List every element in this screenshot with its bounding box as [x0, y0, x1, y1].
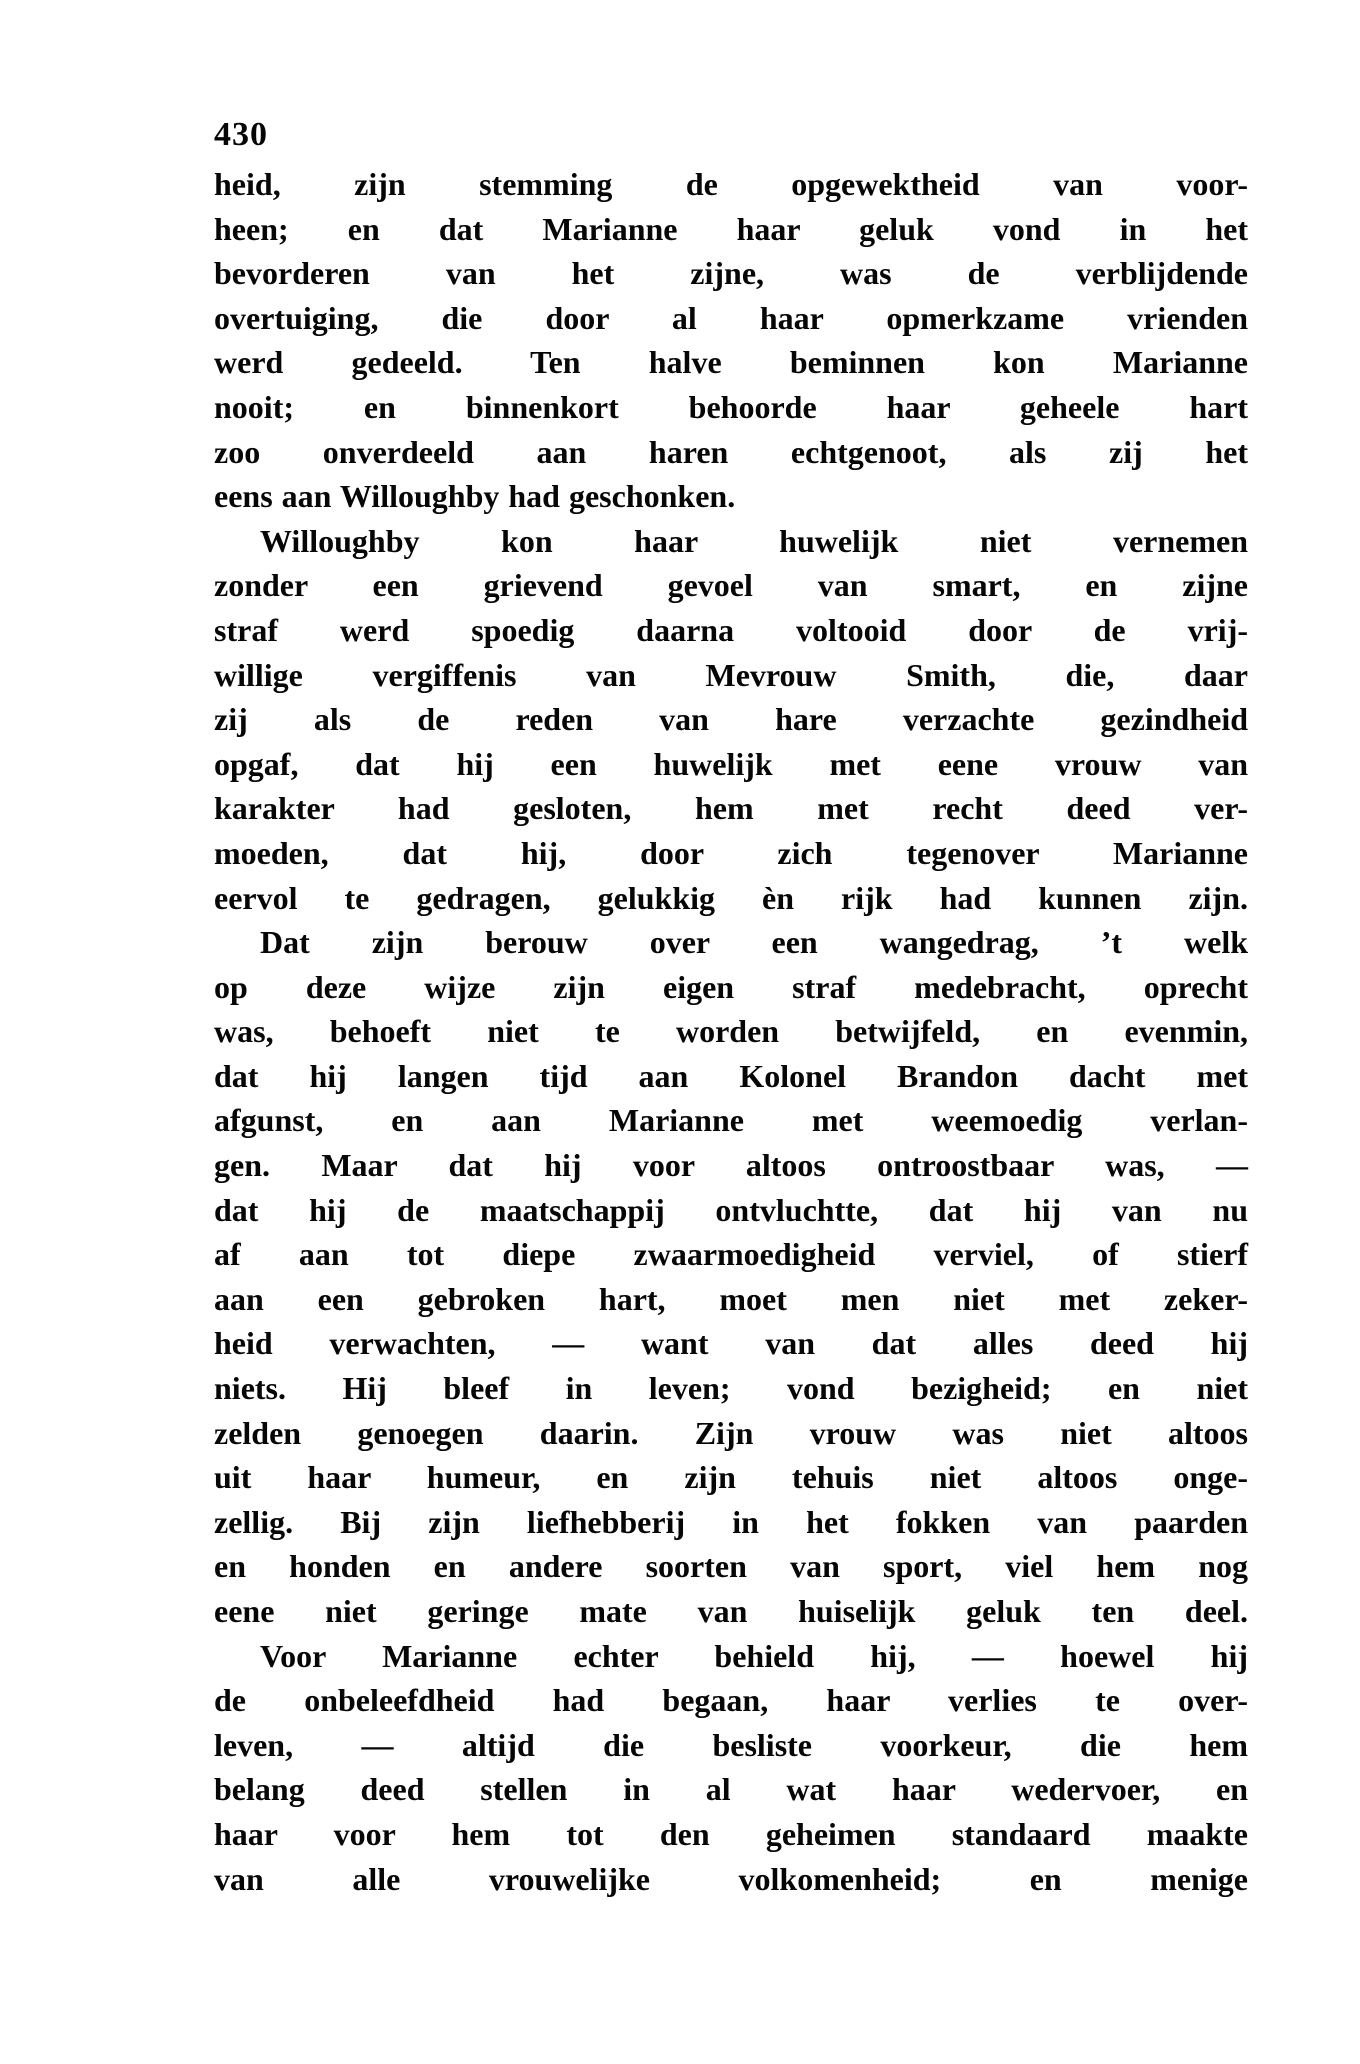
- text-line: willige vergiffenis van Mevrouw Smith, die, daar: [214, 656, 1248, 693]
- text-line: zellig. Bij zijn liefhebberij in het fokken van paarden: [214, 1503, 1248, 1540]
- text-line: straf werd spoedig daarna voltooid door de vrij-: [214, 611, 1248, 648]
- text-line: heid verwachten, — want van dat alles deed hij: [214, 1325, 1248, 1362]
- text-line: leven, — altijd die besliste voorkeur, die hem: [214, 1726, 1248, 1763]
- text-line: van alle vrouwelijke volkomenheid; en menige: [214, 1860, 1248, 1897]
- text-line: niets. Hij bleef in leven; vond bezigheid; en niet: [214, 1370, 1248, 1407]
- text-line: dat hij langen tijd aan Kolonel Brandon dacht met: [214, 1057, 1248, 1094]
- text-line: eens aan Willoughby had geschonken.: [214, 478, 736, 515]
- text-line: nooit; en binnenkort behoorde haar geheele hart: [214, 388, 1248, 425]
- text-line: moeden, dat hij, door zich tegenover Marianne: [214, 834, 1248, 871]
- text-line: overtuiging, die door al haar opmerkzame vrienden: [214, 299, 1248, 336]
- text-line: belang deed stellen in al wat haar wedervoer, en: [214, 1771, 1248, 1808]
- text-line: heen; en dat Marianne haar geluk vond in het: [214, 210, 1248, 247]
- text-line: af aan tot diepe zwaarmoedigheid verviel, of stierf: [214, 1236, 1248, 1273]
- text-line: Dat zijn berouw over een wangedrag, ’t welk: [260, 924, 1248, 961]
- text-line: op deze wijze zijn eigen straf medebracht, oprecht: [214, 968, 1248, 1005]
- text-line: bevorderen van het zijne, was de verblijdende: [214, 255, 1248, 292]
- text-line: afgunst, en aan Marianne met weemoedig verlan-: [214, 1102, 1248, 1139]
- text-line: werd gedeeld. Ten halve beminnen kon Marianne: [214, 344, 1248, 381]
- text-line: heid, zijn stemming de opgewektheid van voor-: [214, 166, 1248, 202]
- text-line: gen. Maar dat hij voor altoos ontroostbaar was, —: [214, 1147, 1248, 1184]
- text-line: haar voor hem tot den geheimen standaard maakte: [214, 1815, 1248, 1852]
- text-line: Willoughby kon haar huwelijk niet vernemen: [260, 522, 1248, 559]
- page-number: 430: [214, 116, 268, 153]
- text-line: Voor Marianne echter behield hij, — hoewel hij: [260, 1637, 1248, 1674]
- text-line: dat hij de maatschappij ontvluchtte, dat hij van nu: [214, 1191, 1248, 1228]
- text-line: opgaf, dat hij een huwelijk met eene vrouw van: [214, 745, 1248, 782]
- text-line: zoo onverdeeld aan haren echtgenoot, als zij het: [214, 433, 1248, 470]
- text-line: eervol te gedragen, gelukkig èn rijk had kunnen zijn.: [214, 879, 1248, 916]
- text-line: was, behoeft niet te worden betwijfeld, en evenmin,: [214, 1013, 1248, 1050]
- text-line: eene niet geringe mate van huiselijk geluk ten deel.: [214, 1593, 1248, 1629]
- body-text: [214, 162, 1248, 1901]
- text-line: aan een gebroken hart, moet men niet met zeker-: [214, 1280, 1248, 1317]
- text-line: de onbeleefdheid had begaan, haar verlies te over-: [214, 1682, 1248, 1719]
- text-line: en honden en andere soorten van sport, viel hem nog: [214, 1548, 1248, 1585]
- text-line: zij als de reden van hare verzachte gezindheid: [214, 701, 1248, 738]
- text-block: [214, 112, 1248, 1901]
- text-line: zonder een grievend gevoel van smart, en zijne: [214, 567, 1248, 604]
- text-line: uit haar humeur, en zijn tehuis niet altoos onge-: [214, 1459, 1248, 1496]
- text-line: karakter had gesloten, hem met recht deed ver-: [214, 790, 1248, 827]
- text-line: zelden genoegen daarin. Zijn vrouw was niet altoos: [214, 1414, 1248, 1451]
